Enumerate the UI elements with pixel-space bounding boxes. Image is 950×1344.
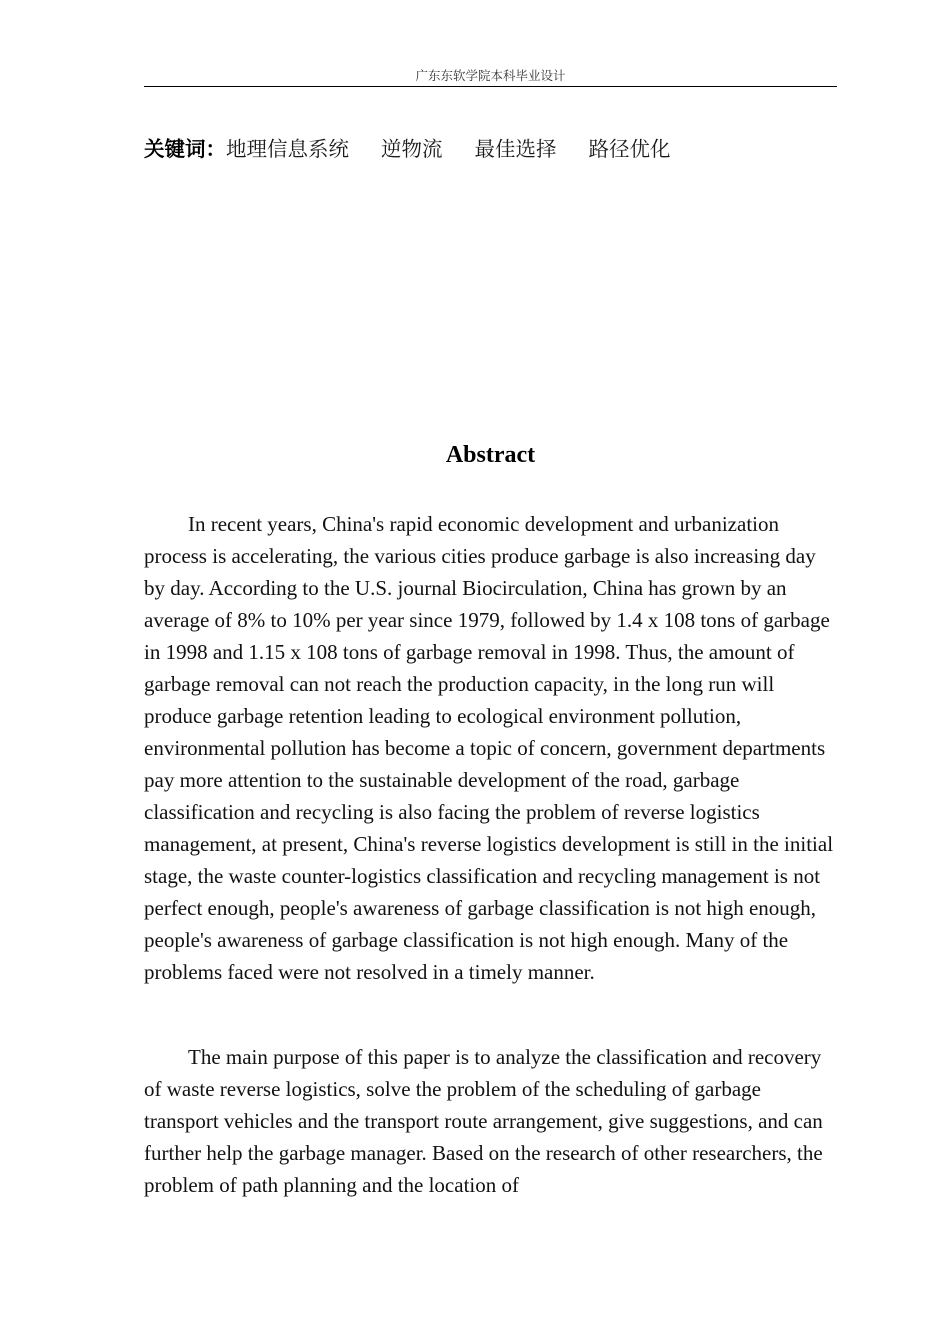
header-title: 广东东软学院本科毕业设计 <box>415 68 566 83</box>
page-header <box>144 67 837 87</box>
abstract-heading: Abstract <box>445 442 536 468</box>
abstract-paragraph: In recent years, China's rapid economic development and urbanization process is accelerating, the various cities produce garbage is also increasing day by day. According to the U.S. journal Biocirculation, China has grown by an average of 8% to 10% per year since 1979, followed by 1.4 x 108 tons of garbage in 1998 and 1.15 x 108 tons of garbage removal in 1998. Thus, the amount of garbage removal can not reach the production capacity, in the long run will produce garbage retention leading to ecological environment pollution, environmental pollution has become a topic of concern, government departments pay more attention to the sustainable development of the road, garbage classification and recycling is also facing the problem of reverse logistics management, at present, China's reverse logistics development is still in the initial stage, the waste counter-logistics classification and recycling management is not perfect enough, people's awareness of garbage classification is not high enough, people's awareness of garbage classification is not high enough. Many of the problems faced were not resolved in a timely manner. <box>144 512 834 984</box>
keywords-line <box>144 134 837 164</box>
keywords-label: 关键词： <box>144 137 226 161</box>
abstract-paragraph: The main purpose of this paper is to analyze the classification and recovery of waste reverse logistics, solve the problem of the scheduling of garbage transport vehicles and the transport route arrangement, give suggestions, and can further help the garbage manager. Based on the research of other researchers, the problem of path planning and the location of <box>144 1045 823 1197</box>
keyword-gis: 地理信息系统 <box>226 137 349 161</box>
keyword-reverse-logistics: 逆物流 <box>381 137 443 161</box>
keyword-best-choice: 最佳选择 <box>474 137 557 161</box>
keyword-path-optimization: 路径优化 <box>588 137 671 161</box>
